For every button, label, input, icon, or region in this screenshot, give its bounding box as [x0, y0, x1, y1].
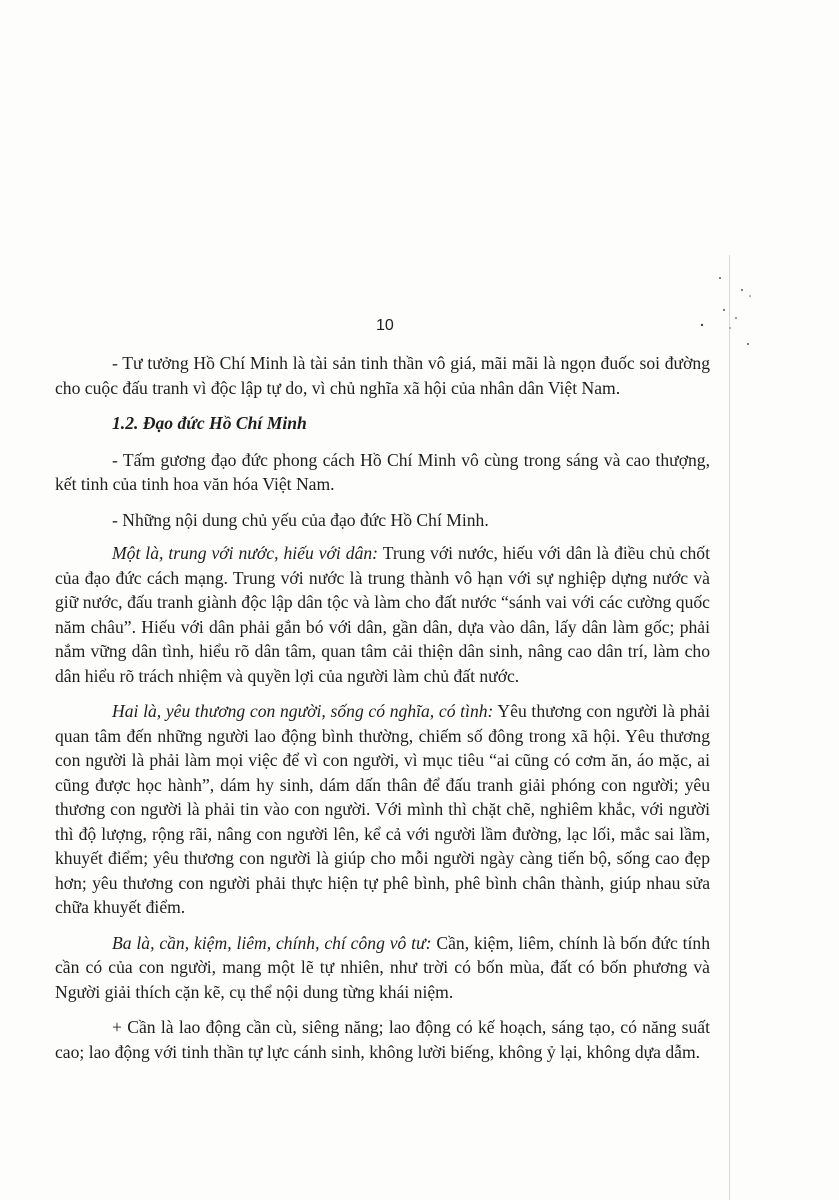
- paragraph: [55, 699, 710, 920]
- paragraph: - Những nội dung chủ yếu của đạo đức Hồ Chí Minh.: [112, 509, 489, 530]
- paragraph-body: Cần, kiệm, liêm, chính là bốn đức tính cần có của con người, mang một lẽ tự nhiên, như trời có bốn mùa, đất có bốn phương và Người giải thích cặn kẽ, cụ thể nội dung từng khái niệm.: [55, 932, 710, 1002]
- paragraph: [55, 931, 710, 1005]
- paragraph-body: Trung với nước, hiếu với dân là điều chủ chốt của đạo đức cách mạng. Trung với nước là trung thành vô hạn với sự nghiệp dựng nước và giữ nước, đấu tranh giành độc lập dân tộc và làm cho đất nước “sánh vai với các cường quốc năm châu”. Hiếu với dân phải gắn bó với dân, gần dân, dựa vào dân, lấy dân làm gốc; phải nắm vững dân tình, hiểu rõ dân tâm, quan tâm cải thiện dân sinh, nâng cao dân trí, làm cho dân hiểu rõ trách nhiệm và quyền lợi của người làm chủ đất nước.: [55, 543, 710, 686]
- paragraph: - Tấm gương đạo đức phong cách Hồ Chí Minh vô cùng trong sáng và cao thượng, kết tinh của tinh hoa văn hóa Việt Nam.: [55, 449, 710, 494]
- scan-specks: [690, 270, 770, 350]
- paragraph: - Tư tưởng Hồ Chí Minh là tài sản tinh thần vô giá, mãi mãi là ngọn đuốc soi đường cho cuộc đấu tranh vì độc lập tự do, vì chủ nghĩa xã hội của nhân dân Việt Nam.: [55, 353, 710, 398]
- document-body: [55, 351, 710, 1075]
- paragraph-lead: Một là, trung với nước, hiếu với dân:: [112, 543, 379, 563]
- section-heading: 1.2. Đạo đức Hồ Chí Minh: [112, 413, 307, 433]
- paragraph: + Cần là lao động cần cù, siêng năng; lao động có kế hoạch, sáng tạo, có năng suất cao; lao động với tinh thần tự lực cánh sinh, không lười biếng, không ỷ lại, không dựa dẫm.: [55, 1017, 710, 1062]
- page-number: 10: [376, 317, 394, 334]
- paragraph-lead: Hai là, yêu thương con người, sống có nghĩa, có tình:: [112, 701, 494, 721]
- scan-edge-line: [729, 255, 730, 1200]
- paragraph: [55, 541, 710, 688]
- paragraph-lead: Ba là, cần, kiệm, liêm, chính, chí công vô tư:: [112, 932, 432, 953]
- paragraph-body: Yêu thương con người là phải quan tâm đến những người lao động bình thường, chiếm số đông trong xã hội. Yêu thương con người là phải làm mọi việc để vì con người, vì mục tiêu “ai cũng có cơm ăn, áo mặc, ai cũng được học hành”, dám hy sinh, dám dấn thân để đấu tranh giải phóng con người; yêu thương con người là phải tin vào con người. Với mình thì chặt chẽ, nghiêm khắc, với người thì độ lượng, rộng rãi, nâng con người lên, kể cả với người lầm đường, lạc lối, mắc sai lầm, khuyết điểm; yêu thương con người là giúp cho mỗi người ngày càng tiến bộ, sống cao đẹp hơn; yêu thương con người phải thực hiện tự phê bình, phê bình chân thành, giúp nhau sửa chữa khuyết điểm.: [55, 701, 710, 917]
